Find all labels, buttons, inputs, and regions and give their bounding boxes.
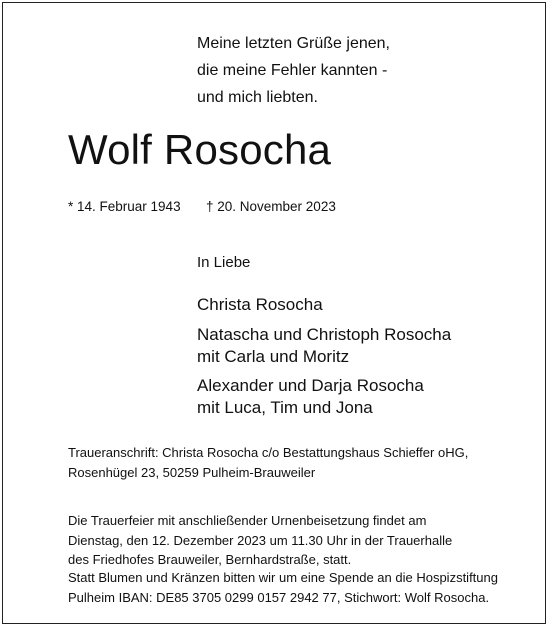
family-line: Alexander und Darja Rosocha — [197, 376, 424, 395]
donation-request — [68, 568, 498, 607]
family-group-christa — [197, 294, 323, 316]
address-line: Rosenhügel 23, 50259 Pulheim-Brauweiler — [68, 464, 316, 480]
donation-line: Pulheim IBAN: DE85 3705 0299 0157 2942 77, Stichwort: Wolf Rosocha. — [68, 589, 490, 605]
address-line: Traueranschrift: Christa Rosocha c/o Bestattungshaus Schieffer oHG, — [68, 445, 469, 460]
deceased-name: Wolf Rosocha — [68, 126, 332, 173]
family-group-alexander — [197, 375, 424, 419]
family-line: Natascha und Christoph Rosocha — [197, 325, 452, 344]
mourning-address — [68, 443, 468, 482]
birth-date: * 14. Februar 1943 — [68, 199, 181, 214]
donation-line: Statt Blumen und Kränzen bitten wir um eine Spende an die Hospizstiftung — [68, 570, 498, 585]
in-liebe-label: In Liebe — [197, 254, 251, 271]
poem-verse — [197, 30, 390, 111]
family-line: mit Carla und Moritz — [197, 347, 350, 366]
service-line: des Friedhofes Brauweiler, Bernhardstraße, statt. — [68, 552, 352, 567]
poem-line: und mich liebten. — [197, 89, 318, 106]
family-line: Christa Rosocha — [197, 295, 323, 314]
poem-line: die meine Fehler kannten - — [197, 62, 388, 79]
family-line: mit Luca, Tim und Jona — [197, 398, 373, 417]
service-line: Dienstag, den 12. Dezember 2023 um 11.30 Uhr in der Trauerhalle — [68, 532, 453, 548]
service-line: Die Trauerfeier mit anschließender Urnenbeisetzung findet am — [68, 513, 427, 528]
poem-line: Meine letzten Grüße jenen, — [197, 35, 390, 52]
family-group-natascha — [197, 324, 451, 368]
funeral-service-info — [68, 511, 452, 570]
death-date: † 20. November 2023 — [206, 199, 336, 214]
